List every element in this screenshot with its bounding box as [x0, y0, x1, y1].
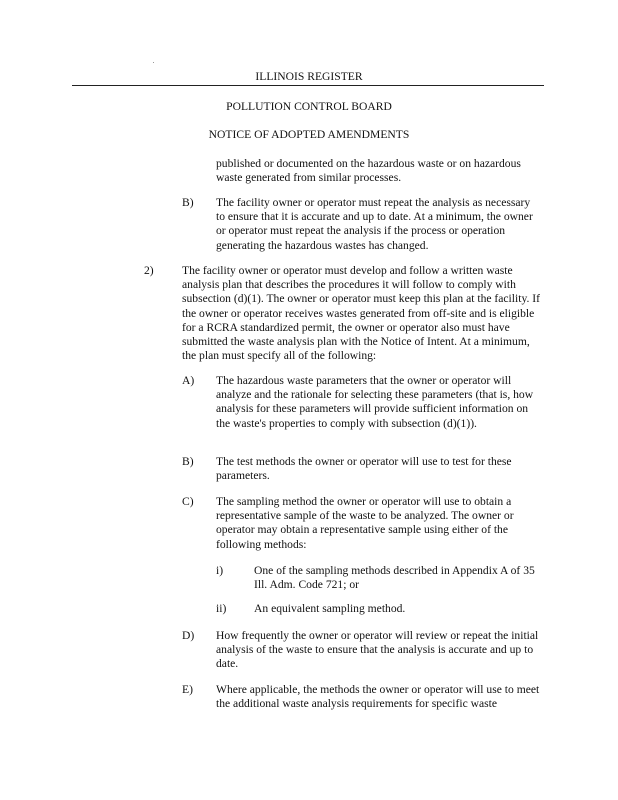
sub-item-e-text: Where applicable, the methods the owner or operator will use to meet the additional waste analysis requirements for specific waste [216, 683, 540, 711]
sub-item-b-text: The test methods the owner or operator will use to test for these parameters. [216, 455, 512, 483]
sub-item-a-label: A) [182, 374, 195, 387]
sub-item-d-label: D) [182, 629, 195, 642]
item-b-text: The facility owner or operator must repeat the analysis as necessary to ensure that it is accurate and up to date. At a minimum, the owner or operator must repeat the analysis if the process or operation generating the hazardous wastes has changed. [216, 196, 533, 252]
scan-speck [153, 62, 154, 63]
roman-ii-text: An equivalent sampling method. [254, 602, 406, 615]
sub-item-d-text: How frequently the owner or operator will review or repeat the initial analysis of the waste to ensure that the analysis is accurate and up to date. [216, 629, 539, 671]
sub-item-c-text: The sampling method the owner or operator will use to obtain a representative sample of the waste to be analyzed. The owner or operator may obtain a representative sample using either of the following methods: [216, 495, 514, 551]
continuation-paragraph: published or documented on the hazardous waste or on hazardous waste generated from similar processes. [216, 157, 521, 185]
roman-ii-label: ii) [216, 602, 227, 615]
sub-item-e-label: E) [182, 683, 193, 696]
board-title: POLLUTION CONTROL BOARD [226, 100, 392, 113]
sub-item-b-label: B) [182, 455, 194, 468]
header-rule [72, 85, 544, 86]
roman-i-label: i) [216, 564, 224, 577]
register-title: ILLINOIS REGISTER [255, 70, 363, 83]
item-b-label: B) [182, 196, 194, 209]
item-2-label: 2) [144, 264, 154, 277]
item-2-text: The facility owner or operator must develop and follow a written waste analysis plan that describes the procedures it will follow to comply with subsection (d)(1). The owner or operator must keep this plan at the facility. If the owner or operator receives wastes generated from off-site and is eligible for a RCRA standardized permit, the owner or operator also must have submitted the waste analysis plan with the Notice of Intent. At a minimum, the plan must specify all of the following: [182, 264, 541, 363]
notice-title: NOTICE OF ADOPTED AMENDMENTS [208, 128, 410, 141]
sub-item-a-text: The hazardous waste parameters that the owner or operator will analyze and the rationale for selecting these parameters (that is, how analysis for these parameters will provide sufficient information on the waste's properties to comply with subsection (d)(1)). [216, 374, 534, 430]
roman-i-text: One of the sampling methods described in Appendix A of 35 Ill. Adm. Code 721; or [254, 564, 535, 592]
sub-item-c-label: C) [182, 495, 194, 508]
